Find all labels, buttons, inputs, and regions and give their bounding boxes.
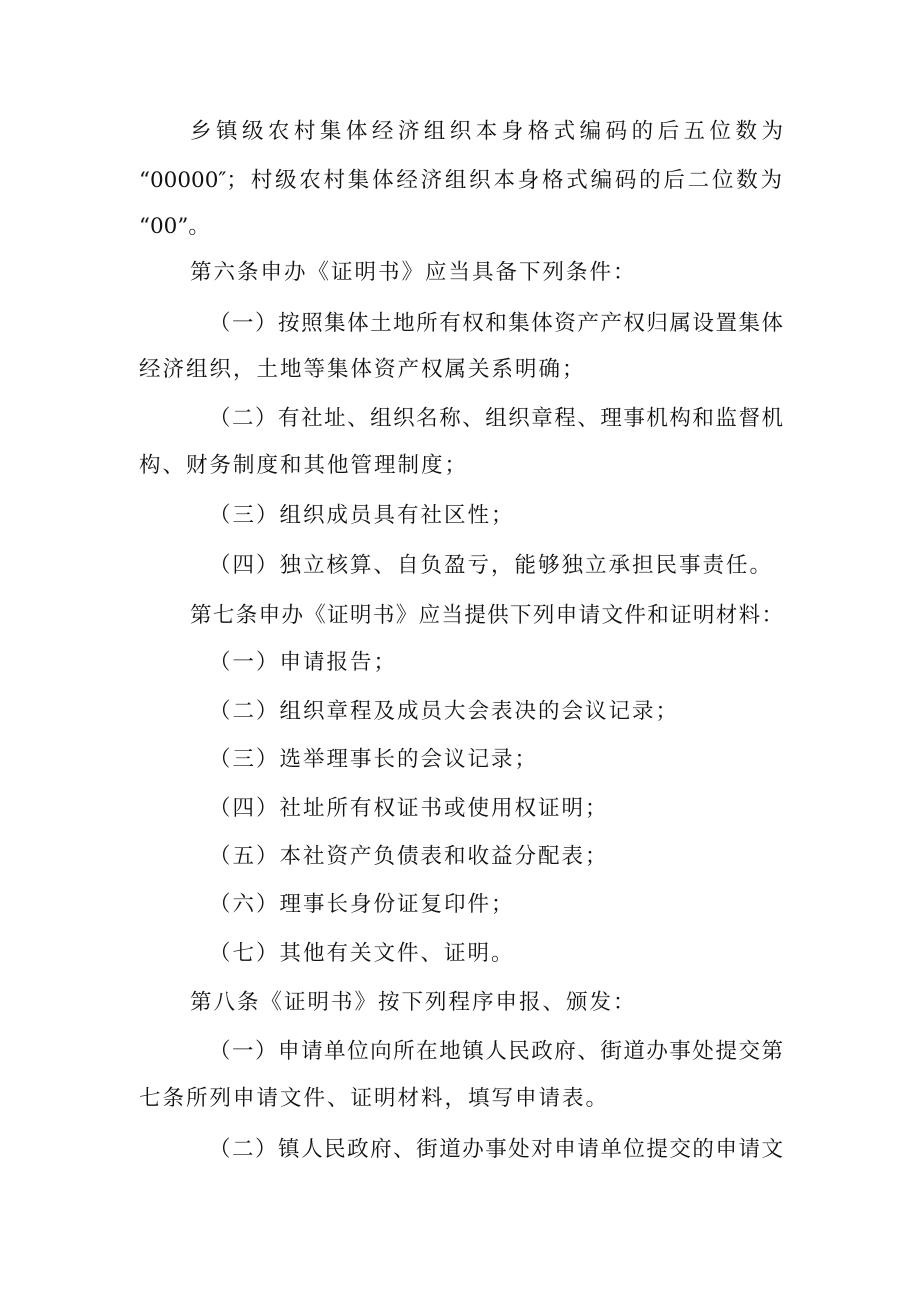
list-item: （七）其他有关文件、证明。 — [209, 941, 515, 966]
article-heading: 第六条申办《证明书》应当具备下列条件： — [190, 260, 637, 285]
list-item: （六）理事长身份证复印件； — [209, 892, 515, 917]
text-line: “00”。 — [139, 214, 210, 239]
text-line: （一）按照集体土地所有权和集体资产产权归属设置集体 — [209, 311, 783, 336]
list-item: （一）申请报告； — [209, 650, 398, 675]
text-line: （一）申请单位向所在地镇人民政府、街道办事处提交第 — [209, 1039, 783, 1064]
text-line: 构、财务制度和其他管理制度； — [139, 453, 469, 478]
text-line: 乡镇级农村集体经济组织本身格式编码的后五位数为 — [190, 119, 783, 144]
text-line: 经济组织，土地等集体资产权属关系明确； — [139, 357, 586, 382]
text-line: “00000″；村级农村集体经济组织本身格式编码的后二位数为 — [139, 168, 782, 193]
text-line: （三）组织成员具有社区性； — [209, 503, 515, 528]
list-item: （五）本社资产负债表和收益分配表； — [209, 844, 609, 869]
list-item: （三）选举理事长的会议记录； — [209, 747, 539, 772]
article-heading: 第七条申办《证明书》应当提供下列申请文件和证明材料： — [190, 603, 783, 628]
list-item: （二）组织章程及成员大会表决的会议记录； — [209, 699, 680, 724]
article-heading: 第八条《证明书》按下列程序申报、颁发： — [190, 990, 637, 1015]
text-line: （二）有社址、组织名称、组织章程、理事机构和监督机 — [209, 406, 783, 431]
text-line: （二）镇人民政府、街道办事处对申请单位提交的申请文 — [209, 1137, 783, 1162]
text-line: （四）独立核算、自负盈亏，能够独立承担民事责任。 — [209, 553, 774, 578]
text-line: 七条所列申请文件、证明材料，填写申请表。 — [139, 1086, 610, 1111]
list-item: （四）社址所有权证书或使用权证明； — [209, 796, 609, 821]
